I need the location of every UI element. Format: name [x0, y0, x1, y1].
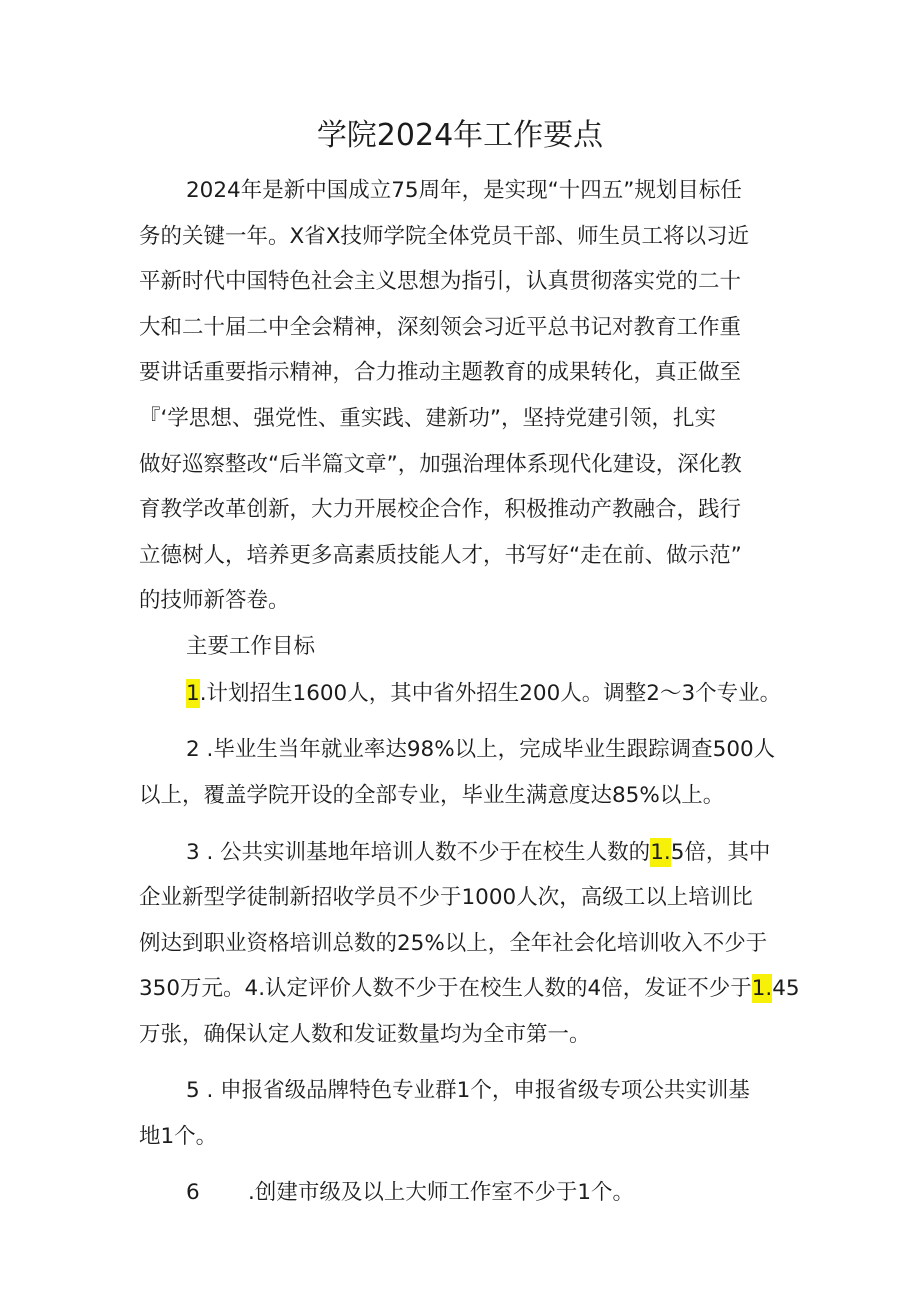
goal-item-6-number: 6	[186, 1180, 200, 1205]
highlight-mark: 1	[186, 681, 200, 706]
goal-item-3-line-2: 企业新型学徒制新招收学员不少于1000人次，高级工以上培训比	[139, 885, 753, 910]
goal-item-2-line-2: 以上，覆盖学院开设的全部专业，毕业生满意度达85%以上。	[139, 783, 725, 808]
intro-line-9: 立德树人，培养更多高素质技能人才，书写好“走在前、做示范”	[139, 543, 742, 568]
goal-item-5-line-2: 地1个。	[139, 1124, 218, 1149]
goal-item-6-text: .创建市级及以上大师工作室不少于1个。	[248, 1180, 635, 1205]
document-title: 学院2024年工作要点	[316, 118, 604, 153]
goal-item-2-line-1: 2 .毕业生当年就业率达98%以上，完成毕业生跟踪调查500人	[186, 737, 776, 762]
intro-line-7: 做好巡察整改“后半篇文章”，加强治理体系现代化建设，深化教	[139, 452, 742, 477]
intro-line-3: 平新时代中国特色社会主义思想为指引，认真贯彻落实党的二十	[139, 269, 742, 294]
intro-line-5: 要讲话重要指示精神，合力推动主题教育的成果转化，真正做至	[139, 360, 742, 385]
item-3-text-b: 5倍，其中	[670, 840, 771, 865]
item-3-text-d: 45	[772, 976, 800, 1001]
item-3-text-a: 3 . 公共实训基地年培训人数不少于在校生人数的	[186, 840, 651, 865]
goal-item-3-line-5: 万张，确保认定人数和发证数量均为全市第一。	[139, 1022, 591, 1047]
section-heading: 主要工作目标	[186, 634, 316, 659]
goal-item-3-line-3: 例达到职业资格培训总数的25%以上，全年社会化培训收入不少于	[139, 931, 768, 956]
intro-line-1: 2024年是新中国成立75周年，是实现“十四五”规划目标任	[186, 178, 742, 203]
goal-item-1	[186, 677, 781, 711]
intro-line-4: 大和二十届二中全会精神，深刻领会习近平总书记对教育工作重	[139, 315, 742, 340]
intro-line-6: 『‘学思想、强党性、重实践、建新功”，坚持党建引领，扎实	[139, 406, 716, 431]
goal-item-3-line-1	[186, 836, 770, 870]
intro-line-10: 的技师新答卷。	[139, 588, 290, 613]
goal-item-3-line-4	[139, 972, 800, 1006]
intro-line-2: 务的关键一年。X省X技师学院全体党员干部、师生员工将以习近	[139, 224, 749, 249]
goal-item-1-text: .计划招生1600人，其中省外招生200人。调整2〜3个专业。	[199, 681, 782, 706]
goal-item-6	[186, 1176, 634, 1210]
goal-item-5-line-1: 5 . 申报省级品牌特色专业群1个，申报省级专项公共实训基	[186, 1078, 750, 1103]
highlight-mark: 1.	[650, 840, 671, 865]
intro-line-8: 育教学改革创新，大力开展校企合作，积极推动产教融合，践行	[139, 497, 742, 522]
highlight-mark: 1.	[751, 976, 773, 1001]
item-3-text-c: 350万元。4.认定评价人数不少于在校生人数的4倍，发证不少于	[139, 976, 752, 1001]
